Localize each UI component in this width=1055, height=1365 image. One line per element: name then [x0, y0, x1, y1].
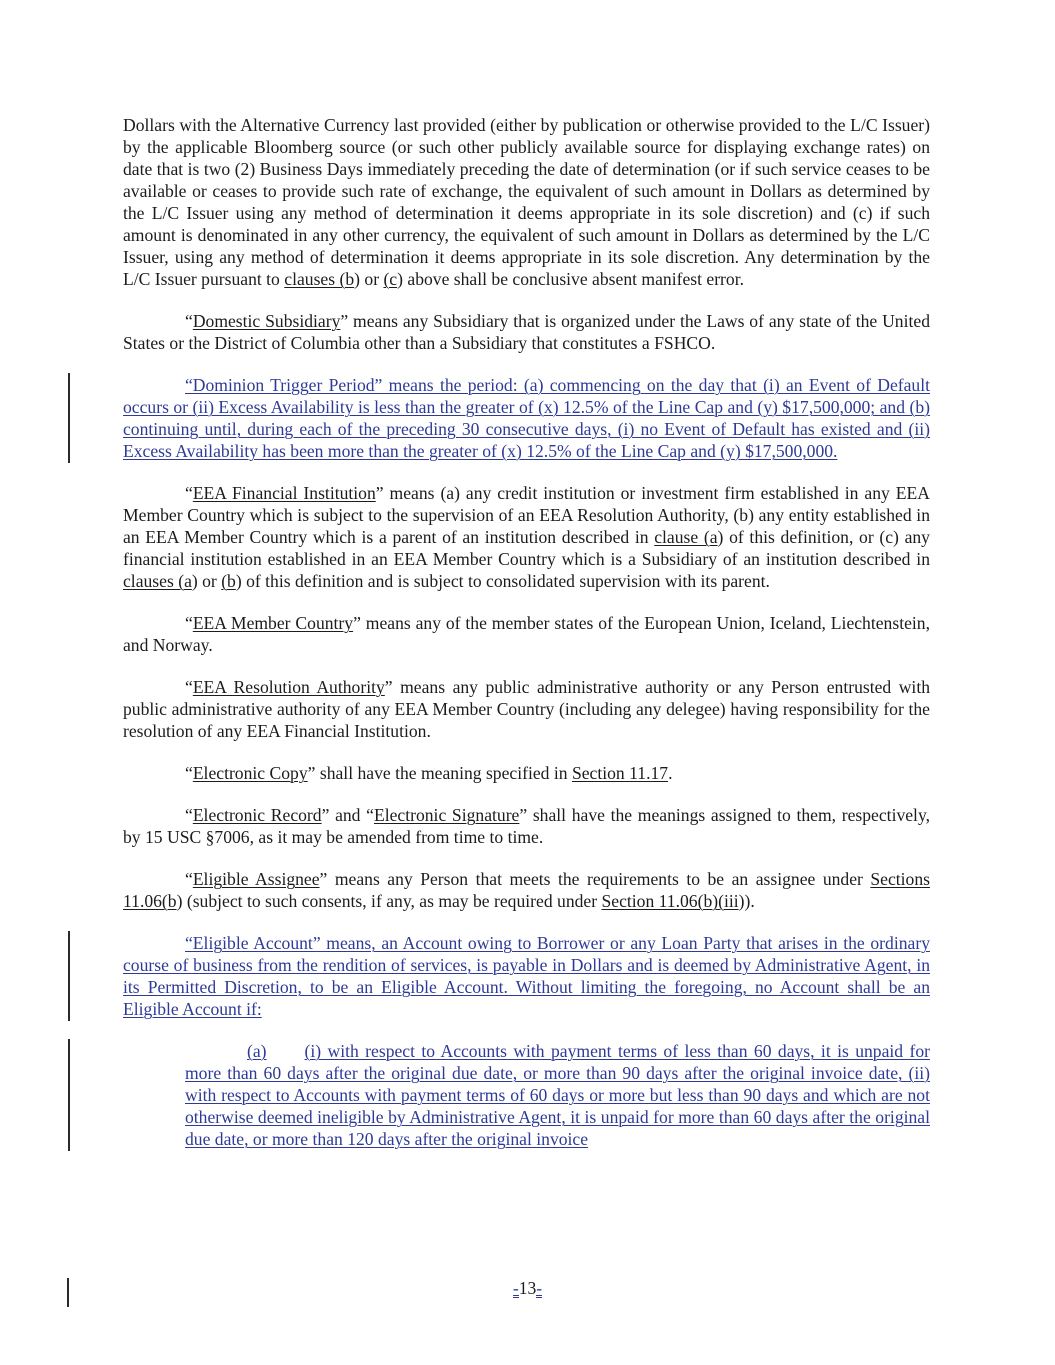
text-run: 13 — [518, 1278, 537, 1298]
underlined-text-run: clauses (b — [284, 269, 355, 289]
underlined-text-run: “Eligible Account” means, an Account owing to Borrower or any Loan Party that arises in the ordinary course of business from the rendition of services, is payable in Dollars and is deemed by Administrative Agent, in its Permitted Discretion, to be an Eligible Account. Without limiting the foregoing, no Account shall be an Eligible Account if: — [123, 933, 930, 1019]
paragraph-definition-dominion-trigger-period — [123, 374, 930, 462]
text-run: ) (subject to such consents, if any, as may be required under — [176, 891, 602, 911]
text-run: . — [668, 763, 673, 783]
paragraph-definition-eligible-assignee — [123, 868, 930, 912]
text-run: “ — [185, 613, 193, 633]
text-run: Dollars with the Alternative Currency last provided (either by publication or otherwise provided to the L/C Issuer) by the applicable Bloomberg source (or such other publicly available source for displaying exchange rates) on date that is two (2) Business Days immediately preceding the date of determination (or if such service ceases to be available or ceases to provide such rate of exchange, the equivalent of such amount in Dollars as determined by the L/C Issuer using any method of determination it deems appropriate in its sole discretion) and (c) if such amount is denominated in any other currency, the equivalent of such amount in Dollars as determined by the L/C Issuer, using any method of determination it deems appropriate in its sole discretion. Any determination by the L/C Issuer pursuant to — [123, 115, 930, 289]
text-run: ) above shall be conclusive absent manifest error. — [397, 269, 744, 289]
paragraph-definition-domestic-subsidiary — [123, 310, 930, 354]
paragraph-definition-eligible-account — [123, 932, 930, 1020]
text-run: ) or — [354, 269, 384, 289]
change-bar — [68, 373, 70, 463]
text-run: ” shall have the meanings assigned to them, respectively, by 15 USC §7006, as it may be amended from time to time. — [123, 805, 931, 847]
paragraph-definition-eea-member-country — [123, 612, 930, 656]
paragraph-definition-electronic-record-signature — [123, 804, 930, 848]
text-run: ) of this definition and is subject to consolidated supervision with its parent. — [235, 571, 770, 591]
text-run — [267, 1040, 305, 1062]
underlined-text-run: - — [512, 1278, 519, 1298]
paragraph-definition-eea-resolution-authority — [123, 676, 930, 742]
text-run: ) or — [191, 571, 222, 591]
text-run: “ — [185, 483, 193, 503]
underlined-text-run: Section 11.06(b)(iii — [601, 891, 739, 911]
text-run: ) of this definition, or (c) any financial institution established in an EEA Member Country which is a Subsidiary of an institution described in — [123, 527, 930, 569]
underlined-text-run: Section 11.17 — [571, 763, 669, 783]
underlined-text-run: EEA Member Country — [192, 613, 354, 633]
paragraph-definition-electronic-copy — [123, 762, 930, 784]
text-run: ” and “ — [321, 805, 374, 825]
text-run: )). — [738, 891, 755, 911]
underlined-text-run: (c — [383, 269, 398, 289]
page-number — [513, 1278, 542, 1298]
underlined-text-run: Sections 11.06(b — [123, 869, 930, 911]
underlined-text-run: clause (a — [654, 527, 718, 547]
text-run: “ — [185, 677, 193, 697]
underlined-text-run: (a) — [247, 1041, 267, 1061]
text-run: ” means any Person that meets the requirements to be an assignee under — [319, 869, 871, 889]
underlined-text-run: Electronic Signature — [373, 805, 520, 825]
text-run: ” shall have the meaning specified in — [307, 763, 572, 783]
underlined-text-run: EEA Resolution Authority — [192, 677, 385, 697]
text-run: “ — [185, 763, 193, 783]
underlined-text-run: - — [536, 1278, 543, 1298]
text-run: “ — [185, 869, 193, 889]
underlined-text-run: clauses (a — [123, 571, 192, 591]
underlined-text-run: Electronic Copy — [192, 763, 308, 783]
page-footer — [0, 1277, 1055, 1299]
change-bar — [68, 931, 70, 1021]
document-body — [123, 114, 930, 1150]
underlined-text-run: “Dominion Trigger Period” means the period: (a) commencing on the day that (i) an Event of Default occurs or (ii) Excess Availability is less than the greater of (x) 12.5% of the Line Cap and (y) $17,500,000; and (b) continuing until, during each of the preceding 30 consecutive days, (i) no Event of Default has existed and (ii) Excess Availability has been more than the greater of (x) 12.5% of the Line Cap and (y) $17,500,000. — [123, 375, 930, 461]
underlined-text-run: Eligible Assignee — [192, 869, 320, 889]
change-bar — [67, 1278, 69, 1307]
text-run: ” means any Subsidiary that is organized under the Laws of any state of the United States or the District of Columbia other than a Subsidiary that constitutes a FSHCO. — [123, 311, 930, 353]
text-run: ” means (a) any credit institution or investment firm established in any EEA Member Country which is subject to the supervision of an EEA Resolution Authority, (b) any entity established in an EEA Member Country which is a parent of an institution described in — [123, 483, 930, 547]
text-run: ” means any of the member states of the European Union, Iceland, Liechtenstein, and Norway. — [123, 613, 930, 655]
paragraph-definition-eea-financial-institution — [123, 482, 930, 592]
text-run: “ — [185, 311, 193, 331]
underlined-text-run: Electronic Record — [192, 805, 322, 825]
underlined-text-run: (b — [221, 571, 236, 591]
text-run: “ — [185, 805, 193, 825]
underlined-text-run: (i) with respect to Accounts with payment terms of less than 60 days, it is unpaid for more than 60 days after the original due date, or more than 90 days after the original invoice date, (ii) with respect to Accounts with payment terms of 60 days or more but less than 90 days and which are not otherwise deemed ineligible by Administrative Agent, it is unpaid for more than 60 days after the original due date, or more than 120 days after the original invoice — [185, 1041, 930, 1149]
paragraph-eligible-account-clause-a — [185, 1040, 930, 1150]
text-run: ” means any public administrative authority or any Person entrusted with public administrative authority of any EEA Member Country (including any delegee) having responsibility for the resolution of any EEA Financial Institution. — [123, 677, 930, 741]
underlined-text-run: EEA Financial Institution — [192, 483, 376, 503]
change-bar — [68, 1039, 70, 1151]
paragraph-alternative-currency-continuation — [123, 114, 930, 290]
underlined-text-run: Domestic Subsidiary — [192, 311, 341, 331]
